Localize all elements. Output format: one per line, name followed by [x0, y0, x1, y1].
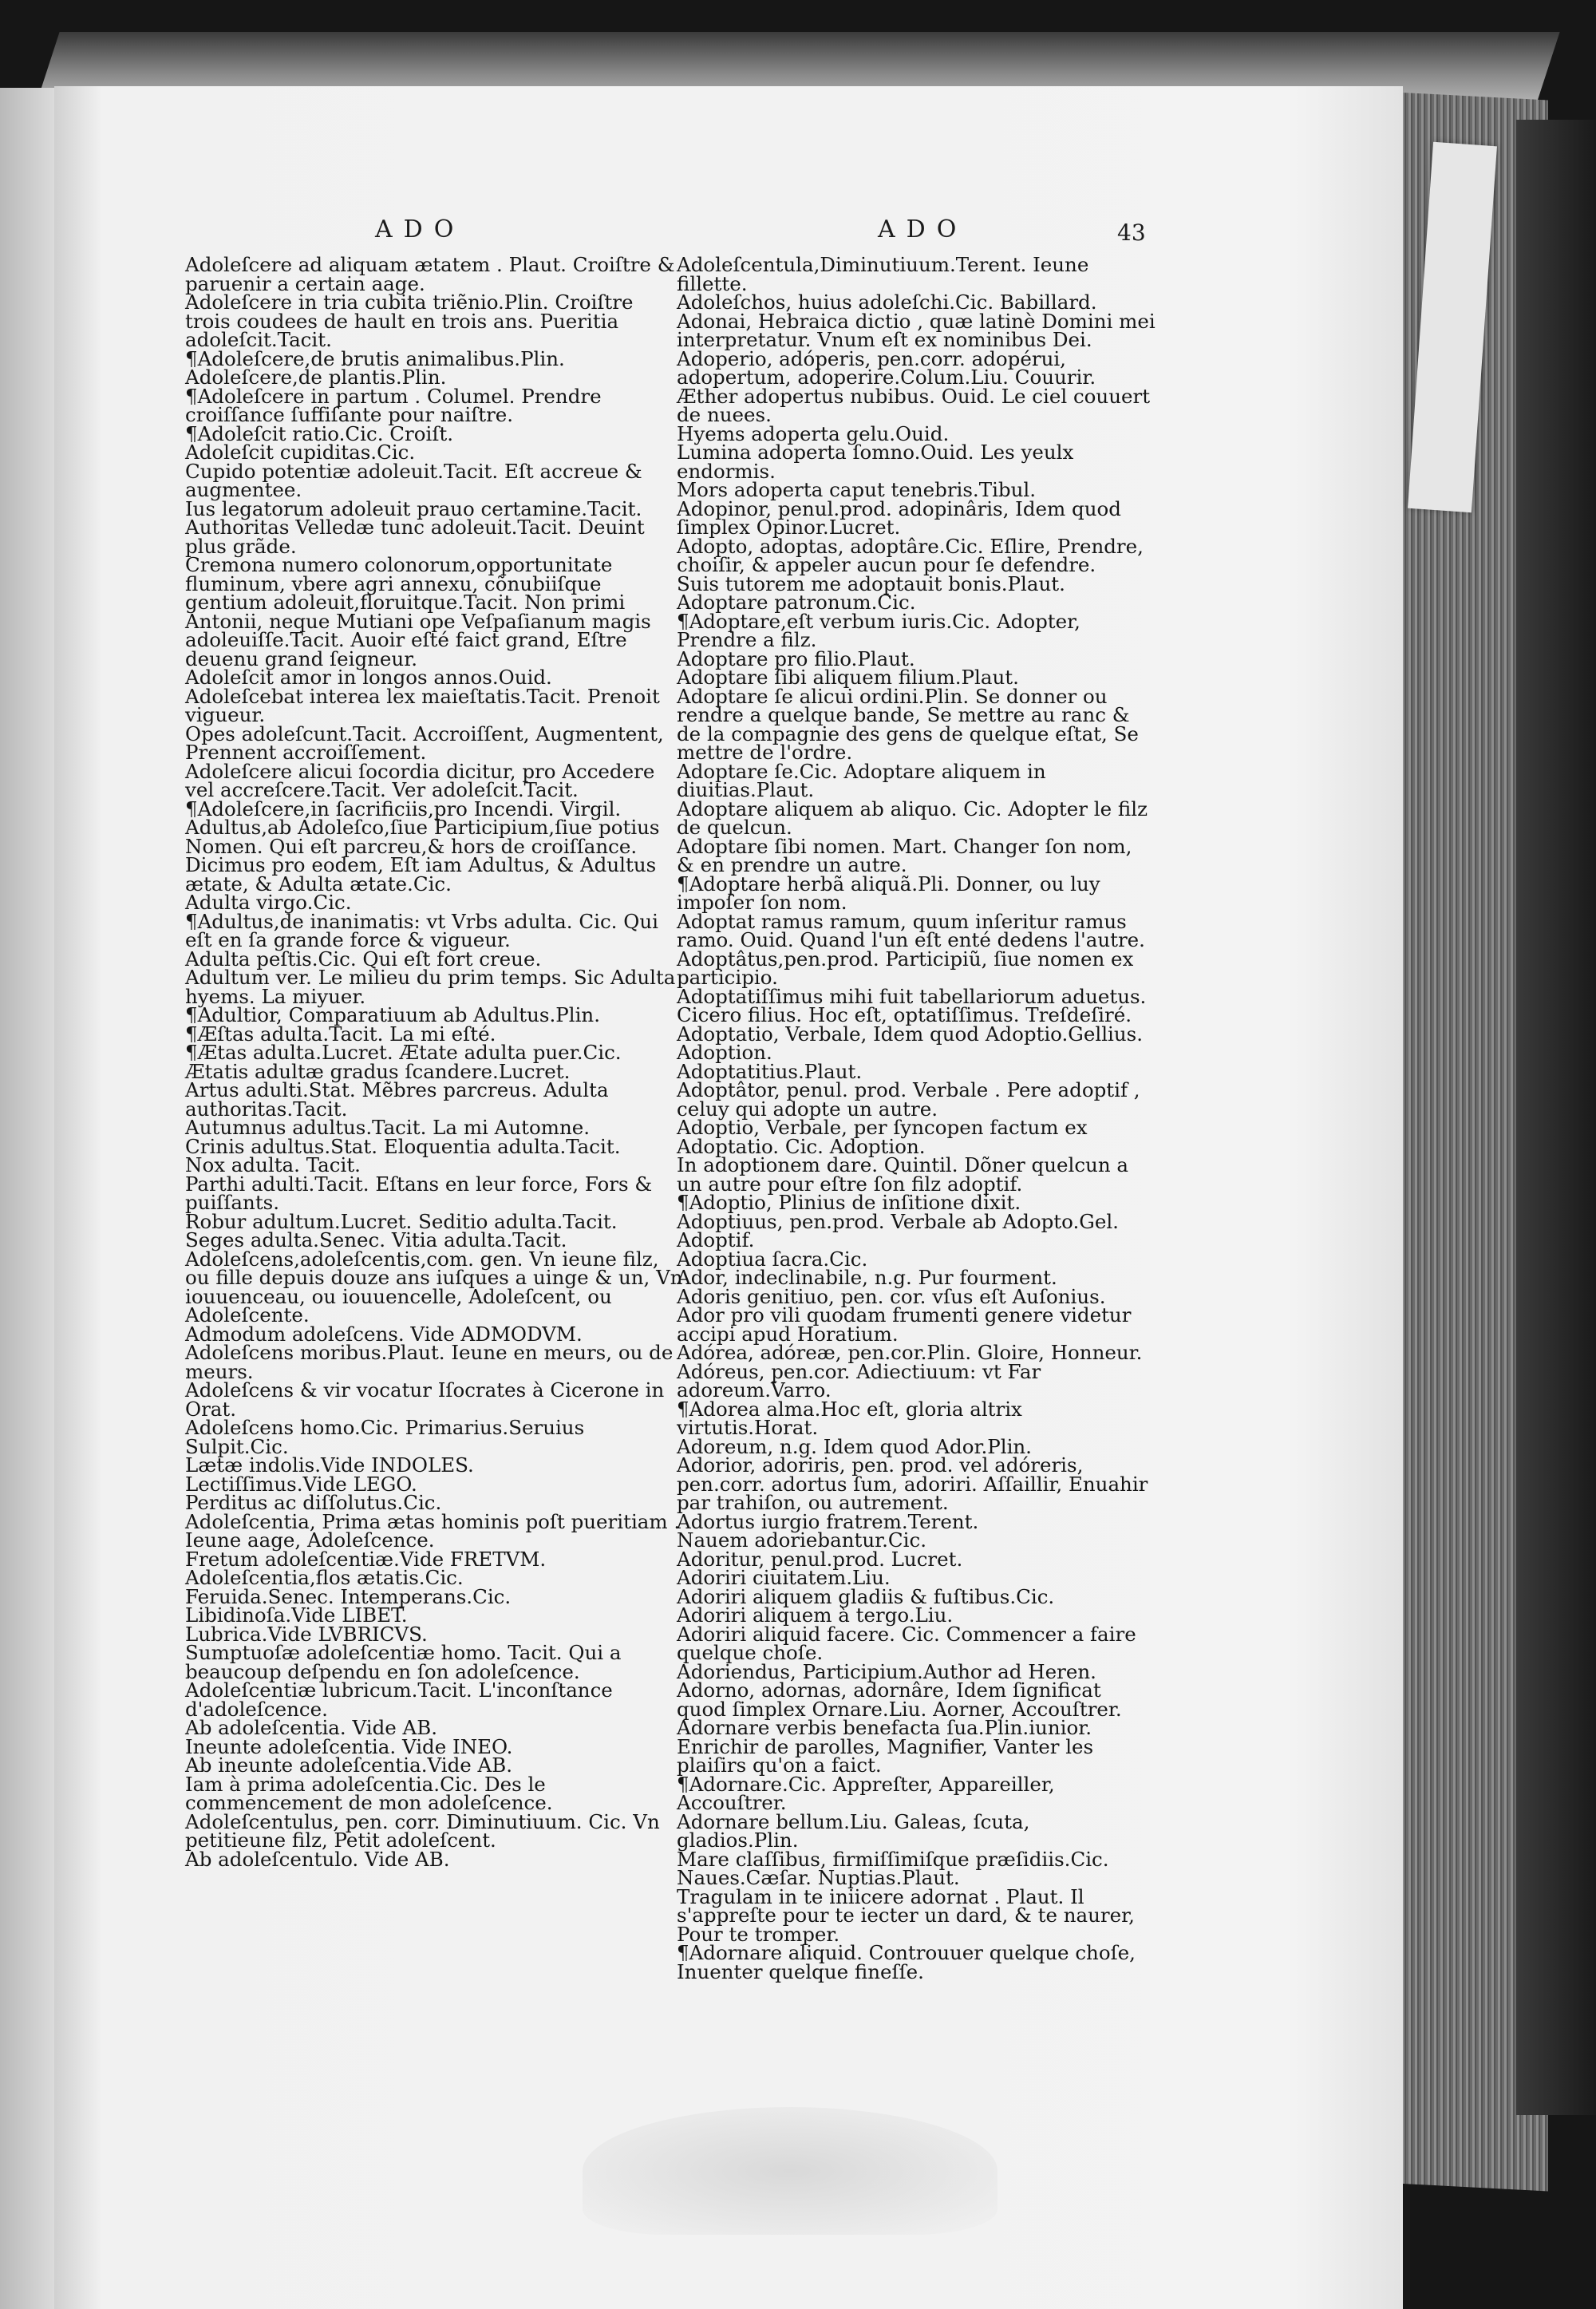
- dictionary-entry: Ineunte adoleſcentia. Vide INEO.: [185, 1734, 513, 1758]
- dictionary-entry: ¶Adultus,de inanimatis: vt Vrbs adulta. Cic. Qui eſt en ſa grande force & vigueur.: [185, 909, 658, 951]
- dictionary-entry: Adornare verbis benefacta ſua.Plin.iunior. Enrichir de parolles, Magnifier, Vanter les plaiſirs qu'on a faict.: [677, 1716, 1094, 1777]
- dictionary-entry: Adultus,ab Adoleſco,ſiue Participium,ſiue potius Nomen. Qui eſt parcreu,& hors de croiſſance. Dicimus pro eodem, Eſt iam Adultus, & Adultus ætate, & Adulta ætate.Cic.: [185, 816, 660, 896]
- dictionary-entry: Adornare bellum.Liu. Galeas, ſcuta, gladios.Plin.: [677, 1809, 1030, 1852]
- dictionary-entry: Cremona numero colonorum,opportunitate fluminum, vbere agri annexu, cõnubiiſque gentium adoleuit,floruitque.Tacit. Non primi Antonii, neque Mutiani ope Veſpaſianum magis adoleuiſſe.Tacit. Auoir eſté faict grand, Eſtre deuenu grand ſeigneur.: [185, 553, 651, 670]
- dictionary-entry: Nox adulta. Tacit.: [185, 1153, 361, 1176]
- dictionary-entry: Adoptâtor, penul. prod. Verbale . Pere adoptif , celuy qui adopte un autre.: [677, 1078, 1140, 1121]
- dictionary-entry: Lumina adoperta ſomno.Ouid. Les yeulx endormis.: [677, 441, 1074, 483]
- dictionary-entry: Adoleſcere ad aliquam ætatem . Plaut. Croiſtre & paruenir a certain aage.: [185, 253, 675, 295]
- dictionary-entry: Adoreum, n.g. Idem quod Ador.Plin.: [677, 1434, 1032, 1458]
- dictionary-entry: Adopinor, penul.prod. adopinâris, Idem quod ſimplex Opinor.Lucret.: [677, 496, 1121, 539]
- dictionary-entry: Adoleſcere,de plantis.Plin.: [185, 366, 447, 389]
- dictionary-entry: Adoptare ſibi nomen. Mart. Changer ſon nom, & en prendre un autre.: [677, 834, 1132, 876]
- dictionary-entry: Adoleſchos, huius adoleſchi.Cic. Babillard.: [677, 291, 1097, 314]
- dictionary-entry: Naues.Cæſar. Nuptias.Plaut.: [677, 1866, 960, 1889]
- left-page-edge: [0, 88, 56, 2309]
- dictionary-entry: Adoptare ſibi aliquem filium.Plaut.: [677, 666, 1019, 689]
- dictionary-entry: Adoleſcens homo.Cic. Primarius.Seruius Sulpit.Cic.: [185, 1416, 585, 1458]
- dictionary-entry: Ador, indeclinabile, n.g. Pur fourment.: [677, 1266, 1057, 1289]
- running-head-left: ADO: [375, 215, 465, 243]
- dictionary-entry: Adoritur, penul.prod. Lucret.: [677, 1547, 963, 1571]
- dictionary-entry: Adoleſcit amor in longos annos.Ouid.: [185, 666, 552, 689]
- dictionary-entry: Adoleſcit cupiditas.Cic.: [185, 441, 416, 464]
- dictionary-entry: ¶Ætas adulta.Lucret. Ætate adulta puer.Cic.: [185, 1041, 622, 1064]
- dictionary-entry: Ab ineunte adoleſcentia.Vide AB.: [185, 1753, 513, 1777]
- dictionary-entry: Adulta peſtis.Cic. Qui eſt fort creue.: [185, 947, 542, 971]
- dictionary-entry: Sumptuoſæ adoleſcentiæ homo. Tacit. Qui a beaucoup deſpendu en ſon adoleſcence.: [185, 1641, 622, 1683]
- dictionary-entry: Ab adoleſcentulo. Vide AB.: [185, 1847, 450, 1871]
- dictionary-entry: Adortus iurgio fratrem.Terent.: [677, 1509, 979, 1533]
- dictionary-entry: Adoptare ſe.Cic. Adoptare aliquem in diuitias.Plaut.: [677, 759, 1046, 801]
- dictionary-entry: Adoptio, Verbale, per ſyncopen factum ex Adoptatio. Cic. Adoption.: [677, 1116, 1088, 1158]
- dictionary-entry: Adoptâtus,pen.prod. Participiũ, ſiue nomen ex participio.: [677, 947, 1134, 989]
- dictionary-entry: Libidinoſa.Vide LIBET.: [185, 1603, 408, 1627]
- dictionary-entry: ¶Adoleſcere in partum . Columel. Prendre croiſſance ſuffiſante pour naiſtre.: [185, 384, 602, 426]
- dictionary-entry: ¶Adorea alma.Hoc eſt, gloria altrix virtutis.Horat.: [677, 1397, 1022, 1439]
- dictionary-entry: Suis tutorem me adoptauit bonis.Plaut.: [677, 571, 1065, 595]
- dictionary-entry: Iam à prima adoleſcentia.Cic. Des le commencement de mon adoleſcence.: [185, 1772, 553, 1814]
- dictionary-entry: Adoriri aliquem gladiis & fuſtibus.Cic.: [677, 1584, 1055, 1608]
- dictionary-entry: Ætatis adultæ gradus ſcandere.Lucret.: [185, 1059, 571, 1083]
- dictionary-entry: In adoptionem dare. Quintil. Dõner quelcun a un autre pour eſtre ſon filz adoptif.: [677, 1153, 1128, 1196]
- dictionary-entry: Opes adoleſcunt.Tacit. Accroiſſent, Augmentent, Prennent accroiſſement.: [185, 722, 664, 764]
- dictionary-entry: Adoptare pro filio.Plaut.: [677, 646, 915, 670]
- dictionary-entry: ¶Adoptare herbã aliquã.Pli. Donner, ou luy impoſer ſon nom.: [677, 872, 1100, 914]
- right-column: [677, 255, 1156, 1981]
- dictionary-entry: Ab adoleſcentia. Vide AB.: [185, 1716, 438, 1739]
- dictionary-entry: Adoriendus, Participium.Author ad Heren.: [677, 1659, 1096, 1683]
- dictionary-entry: Adoleſcentia, Prima ætas hominis poſt pueritiam . Ieune aage, Adoleſcence.: [185, 1509, 681, 1552]
- dictionary-entry: ¶Æſtas adulta.Tacit. La mi eſté.: [185, 1022, 496, 1046]
- dictionary-entry: Robur adultum.Lucret. Seditio adulta.Tacit.: [185, 1209, 618, 1233]
- dictionary-entry: Adoleſcens moribus.Plaut. Ieune en meurs, ou de meurs.: [185, 1341, 674, 1383]
- dictionary-entry: Ius legatorum adoleuit prauo certamine.Tacit.: [185, 496, 642, 520]
- left-column: [185, 253, 684, 1871]
- dictionary-entry: Tragulam in te iniicere adornat . Plaut. Il s'appreſte pour te iecter un dard, & te naurer, Pour te tromper.: [677, 1884, 1135, 1946]
- dictionary-entry: ¶Adoptare,eſt verbum iuris.Cic. Adopter, Prendre a filz.: [677, 609, 1080, 651]
- dictionary-entry: Adoptare aliquem ab aliquo. Cic. Adopter le filz de quelcun.: [677, 797, 1148, 839]
- water-stain: [583, 2107, 998, 2235]
- dictionary-entry: ¶Adoleſcere,in ſacrificiis,pro Incendi. Virgil.: [185, 797, 622, 820]
- page-number: 43: [1117, 219, 1146, 246]
- dictionary-entry: Authoritas Velledæ tunc adoleuit.Tacit. Deuint plus grãde.: [185, 516, 645, 558]
- dictionary-entry: Adonai, Hebraica dictio , quæ latinè Domini mei interpretatur. Vnum eſt ex nominibus Dei.: [677, 309, 1156, 351]
- dictionary-entry: Adoleſcebat interea lex maieſtatis.Tacit. Prenoit vigueur.: [185, 684, 660, 726]
- dictionary-entry: Mare claſſibus, firmiſſimiſque præſidiis.Cic.: [677, 1847, 1109, 1871]
- dictionary-entry: ¶Adoptio, Plinius de inſitione dixit.: [677, 1191, 1021, 1214]
- dictionary-entry: Lectiſſimus.Vide LEGO.: [185, 1472, 417, 1496]
- dictionary-entry: Ador pro vili quodam frumenti genere videtur accipi apud Horatium.: [677, 1303, 1132, 1346]
- dictionary-entry: Adoris genitiuo, pen. cor. vſus eſt Auſonius.: [677, 1284, 1106, 1308]
- dictionary-entry: Adoleſcentulus, pen. corr. Diminutiuum. Cic. Vn petitieune filz, Petit adoleſcent.: [185, 1809, 660, 1852]
- dictionary-entry: Seges adulta.Senec. Vitia adulta.Tacit.: [185, 1228, 567, 1251]
- dictionary-entry: Adoptat ramus ramum, quum inſeritur ramus ramo. Ouid. Quand l'un eſt enté dedens l'autre.: [677, 909, 1145, 951]
- dictionary-entry: Adoptare patronum.Cic.: [677, 591, 916, 614]
- dictionary-entry: Adoptiua ſacra.Cic.: [677, 1247, 868, 1271]
- dictionary-entry: Adoptatio, Verbale, Idem quod Adoptio.Gellius. Adoption.: [677, 1022, 1144, 1064]
- dictionary-entry: Adoleſcere alicui ſocordia dicitur, pro Accedere vel accreſcere.Tacit. Ver adoleſcit.Tacit.: [185, 759, 655, 801]
- dictionary-entry: Nauem adoriebantur.Cic.: [677, 1528, 927, 1552]
- dictionary-entry: ¶Adoleſcere,de brutis animalibus.Plin.: [185, 346, 565, 370]
- dictionary-entry: Mors adoperta caput tenebris.Tibul.: [677, 478, 1036, 501]
- dictionary-entry: Adoleſcens,adoleſcentis,com. gen. Vn ieune filz, ou fille depuis douze ans iuſques a uinge & un, Vn iouuenceau, ou iouuencelle, Adoleſcent, ou Adoleſcente.: [185, 1247, 683, 1326]
- dictionary-entry: Adórea, adóreæ, pen.cor.Plin. Gloire, Honneur.: [677, 1341, 1143, 1364]
- dictionary-entry: Adultum ver. Le milieu du prim temps. Sic Adulta hyems. La miyuer.: [185, 966, 676, 1008]
- dictionary-entry: Hyems adoperta gelu.Ouid.: [677, 421, 950, 445]
- dictionary-entry: Adoleſcentula,Diminutiuum.Terent. Ieune fillette.: [677, 253, 1089, 295]
- dictionary-entry: Fretum adoleſcentiæ.Vide FRETVM.: [185, 1547, 547, 1571]
- dictionary-entry: Adóreus, pen.cor. Adiectiuum: vt Far adoreum.Varro.: [677, 1359, 1041, 1402]
- dictionary-entry: Feruida.Senec. Intemperans.Cic.: [185, 1584, 512, 1608]
- dictionary-entry: Adoriri ciuitatem.Liu.: [677, 1566, 891, 1589]
- dictionary-entry: Perditus ac diſſolutus.Cic.: [185, 1491, 442, 1514]
- dictionary-entry: Adulta virgo.Cic.: [185, 891, 352, 914]
- running-head-right: ADO: [878, 215, 968, 243]
- dictionary-entry: Adoleſcentia,flos ætatis.Cic.: [185, 1566, 464, 1589]
- dictionary-entry: Autumnus adultus.Tacit. La mi Automne.: [185, 1116, 591, 1139]
- dictionary-entry: ¶Adornare aliquid. Controuuer quelque choſe, Inuenter quelque fineſſe.: [677, 1941, 1136, 1983]
- dictionary-entry: Adoriri aliquem à tergo.Liu.: [677, 1603, 954, 1627]
- dictionary-entry: Admodum adoleſcens. Vide ADMODVM.: [185, 1322, 583, 1346]
- dictionary-entry: Adoptatitius.Plaut.: [677, 1059, 863, 1083]
- dictionary-entry: Adoriri aliquid facere. Cic. Commencer a faire quelque choſe.: [677, 1622, 1136, 1664]
- dictionary-entry: Lubrica.Vide LVBRICVS.: [185, 1622, 428, 1646]
- dictionary-entry: Adoptatiſſimus mihi fuit tabellariorum aduetus. Cicero filius. Hoc eſt, optatiſſimus. Treſdeſiré.: [677, 984, 1147, 1026]
- book-cover-edge: [1516, 120, 1596, 2115]
- dictionary-entry: Adorno, adornas, adornâre, Idem ſignificat quod ſimplex Ornare.Liu. Aorner, Accouſtrer.: [677, 1678, 1122, 1721]
- dictionary-entry: Crinis adultus.Stat. Eloquentia adulta.Tacit.: [185, 1134, 621, 1158]
- dictionary-entry: Lætæ indolis.Vide INDOLES.: [185, 1453, 474, 1477]
- dictionary-entry: Adoleſcens & vir vocatur Iſocrates à Cicerone in Orat.: [185, 1378, 665, 1421]
- dictionary-entry: ¶Adornare.Cic. Appreſter, Appareiller, Accouſtrer.: [677, 1772, 1055, 1814]
- dictionary-entry: Parthi adulti.Tacit. Eſtans en leur force, Fors & puiſſants.: [185, 1172, 653, 1214]
- dictionary-entry: Adoleſcere in tria cubita triẽnio.Plin. Croiſtre trois coudees de hault en trois ans. Pueritia adoleſcit.Tacit.: [185, 291, 634, 351]
- dictionary-entry: Adoptare ſe alicui ordini.Plin. Se donner ou rendre a quelque bande, Se mettre au ranc & de la compagnie des gens de quelque eſtat, Se mettre de l'ordre.: [677, 684, 1139, 764]
- dictionary-entry: ¶Adultior, Comparatiuum ab Adultus.Plin.: [185, 1003, 600, 1026]
- dictionary-entry: Adoperio, adóperis, pen.corr. adopérui, adopertum, adoperire.Colum.Liu. Couurir.: [677, 346, 1096, 389]
- dictionary-entry: Adorior, adoriris, pen. prod. vel adóreris, pen.corr. adortus ſum, adoriri. Aſſaillir, Enuahir par trahiſon, ou autrement.: [677, 1453, 1148, 1514]
- dictionary-entry: Adoleſcentiæ lubricum.Tacit. L'inconſtance d'adoleſcence.: [185, 1678, 613, 1721]
- dictionary-entry: Cupido potentiæ adoleuit.Tacit. Eſt accreue & augmentee.: [185, 459, 642, 501]
- dictionary-entry: Adoptiuus, pen.prod. Verbale ab Adopto.Gel. Adoptif.: [677, 1209, 1119, 1251]
- dictionary-entry: Æther adopertus nubibus. Ouid. Le ciel couuert de nuees.: [677, 384, 1151, 426]
- dictionary-entry: Adopto, adoptas, adoptâre.Cic. Eſlire, Prendre, choiſir, & appeler aucun pour ſe defendre.: [677, 534, 1144, 576]
- dictionary-entry: ¶Adoleſcit ratio.Cic. Croiſt.: [185, 421, 454, 445]
- dictionary-entry: Artus adulti.Stat. Mẽbres parcreus. Adulta authoritas.Tacit.: [185, 1078, 609, 1121]
